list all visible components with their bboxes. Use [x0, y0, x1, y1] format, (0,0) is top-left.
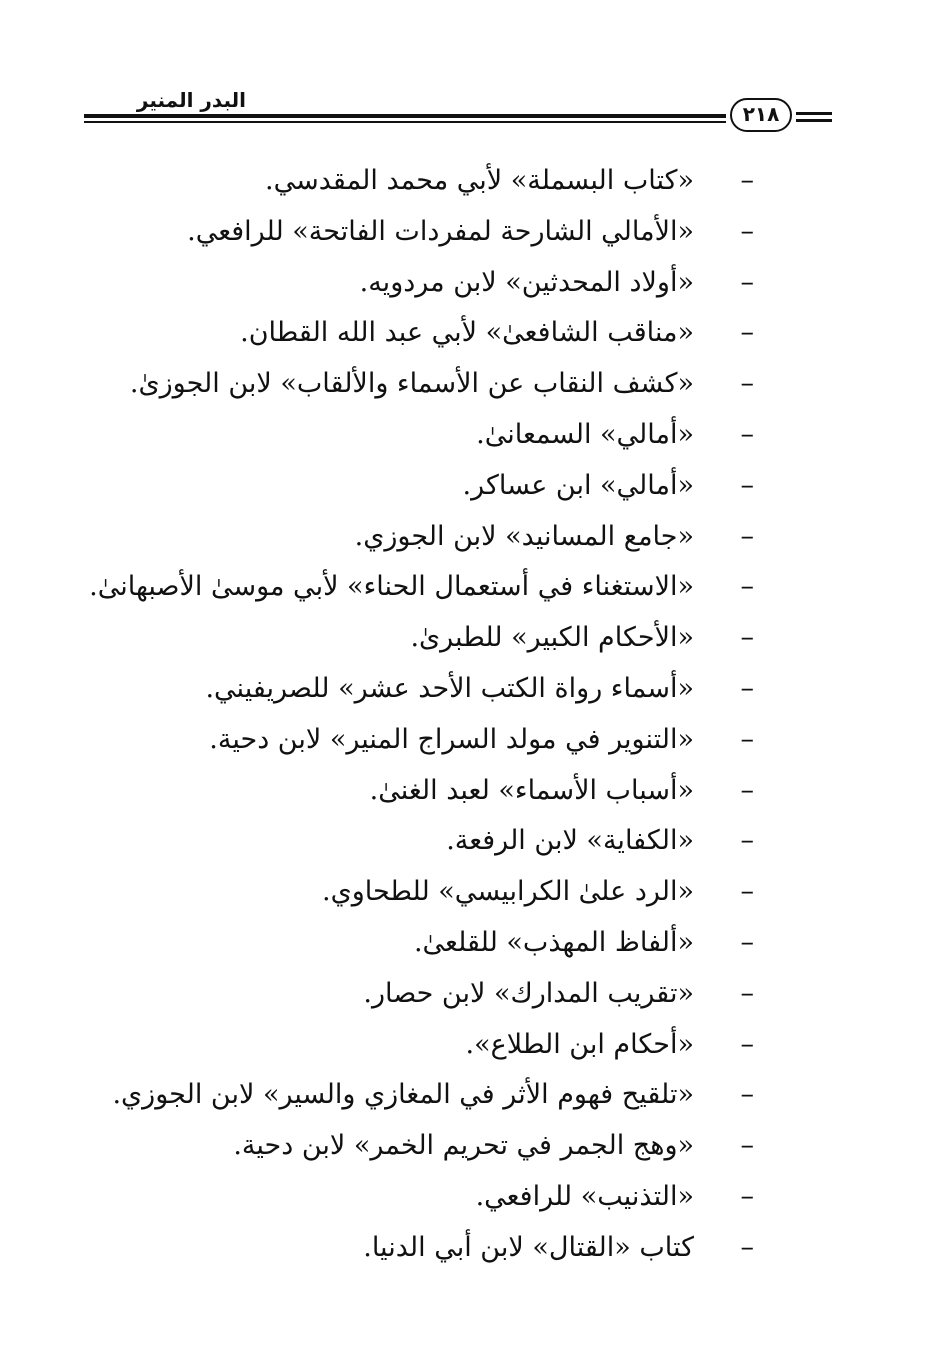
- list-item-text: «الأحكام الكبير» للطبرىٰ.: [410, 622, 694, 654]
- list-item: [120, 664, 754, 715]
- list-item: [120, 816, 754, 867]
- page-header: [84, 88, 832, 136]
- list-bullet: –: [740, 1079, 754, 1111]
- list-item: [120, 867, 754, 918]
- list-item-text: «الكفاية» لابن الرفعة.: [446, 825, 694, 857]
- list-item-text: «أحكام ابن الطلاع».: [465, 1028, 694, 1060]
- list-item-text: «مناقب الشافعىٰ» لأبي عبد الله القطان.: [240, 317, 694, 349]
- header-rule: [796, 112, 832, 115]
- list-item-text: «أمالي» ابن عساكر.: [462, 469, 694, 501]
- list-item: [120, 613, 754, 664]
- header-rule: [84, 114, 726, 118]
- list-item: [120, 969, 754, 1020]
- list-item-text: «تلقيح فهوم الأثر في المغازي والسير» لابن الجوزي.: [112, 1079, 694, 1111]
- list-bullet: –: [740, 215, 754, 247]
- list-item: [120, 461, 754, 512]
- list-item: [120, 207, 754, 258]
- list-item: [89, 562, 754, 613]
- list-item-text: «التنوير في مولد السراج المنير» لابن دحية.: [209, 723, 694, 755]
- list-item: [112, 1070, 754, 1121]
- list-item-text: «أمالي» السمعانىٰ.: [476, 418, 694, 450]
- list-item-text: «أسماء رواة الكتب الأحد عشر» للصريفيني.: [205, 672, 694, 704]
- list-bullet: –: [740, 317, 754, 349]
- list-item-text: «وهج الجمر في تحريم الخمر» لابن دحية.: [233, 1130, 694, 1162]
- list-item-text: «التذنيب» للرافعي.: [475, 1180, 694, 1212]
- list-item-text: «الاستغناء في أستعمال الحناء» لأبي موسىٰ الأصبهانىٰ.: [89, 571, 694, 603]
- list-bullet: –: [740, 1028, 754, 1060]
- list-bullet: –: [740, 977, 754, 1009]
- list-bullet: –: [740, 418, 754, 450]
- list-item-text: «كشف النقاب عن الأسماء والألقاب» لابن الجوزىٰ.: [129, 368, 694, 400]
- list-bullet: –: [740, 774, 754, 806]
- list-item: [120, 410, 754, 461]
- list-bullet: –: [740, 723, 754, 755]
- list-bullet: –: [740, 1130, 754, 1162]
- book-list: [89, 156, 754, 1274]
- list-bullet: –: [740, 825, 754, 857]
- list-item: [120, 359, 754, 410]
- list-item: [120, 715, 754, 766]
- list-bullet: –: [740, 622, 754, 654]
- list-item: [120, 1121, 754, 1172]
- list-bullet: –: [740, 1180, 754, 1212]
- list-item: [120, 258, 754, 309]
- list-item: [120, 918, 754, 969]
- list-item: [120, 1172, 754, 1223]
- book-title: البدر المنير: [136, 88, 246, 112]
- list-bullet: –: [740, 1231, 754, 1263]
- list-item-text: «جامع المسانيد» لابن الجوزي.: [354, 520, 694, 552]
- list-item: [120, 1020, 754, 1071]
- list-item-text: «أسباب الأسماء» لعبد الغنىٰ.: [369, 774, 694, 806]
- page-number: ٢١٨: [730, 98, 792, 132]
- list-item-text: «ألفاظ المهذب» للقلعىٰ.: [413, 926, 694, 958]
- list-bullet: –: [740, 926, 754, 958]
- header-rule: [796, 119, 832, 122]
- list-item: [120, 766, 754, 817]
- list-item-text: «الأمالي الشارحة لمفردات الفاتحة» للرافعي.: [187, 215, 694, 247]
- list-item-text: «كتاب البسملة» لأبي محمد المقدسي.: [265, 165, 694, 196]
- list-item: [120, 512, 754, 563]
- list-item: [120, 308, 754, 359]
- list-bullet: –: [740, 520, 754, 552]
- list-bullet: –: [740, 165, 754, 196]
- list-bullet: –: [740, 876, 754, 908]
- list-item: [120, 1223, 754, 1274]
- list-item-text: «تقريب المدارك» لابن حصار.: [363, 977, 694, 1009]
- list-item-text: «أولاد المحدثين» لابن مردويه.: [359, 266, 694, 298]
- list-bullet: –: [740, 266, 754, 298]
- list-bullet: –: [740, 469, 754, 501]
- list-bullet: –: [740, 571, 754, 603]
- list-bullet: –: [740, 672, 754, 704]
- list-bullet: –: [740, 368, 754, 400]
- list-item-text: «الرد علىٰ الكرابيسي» للطحاوي.: [321, 876, 694, 908]
- list-item: [120, 156, 754, 207]
- header-rule: [84, 121, 726, 123]
- list-item-text: كتاب «القتال» لابن أبي الدنيا.: [363, 1231, 694, 1263]
